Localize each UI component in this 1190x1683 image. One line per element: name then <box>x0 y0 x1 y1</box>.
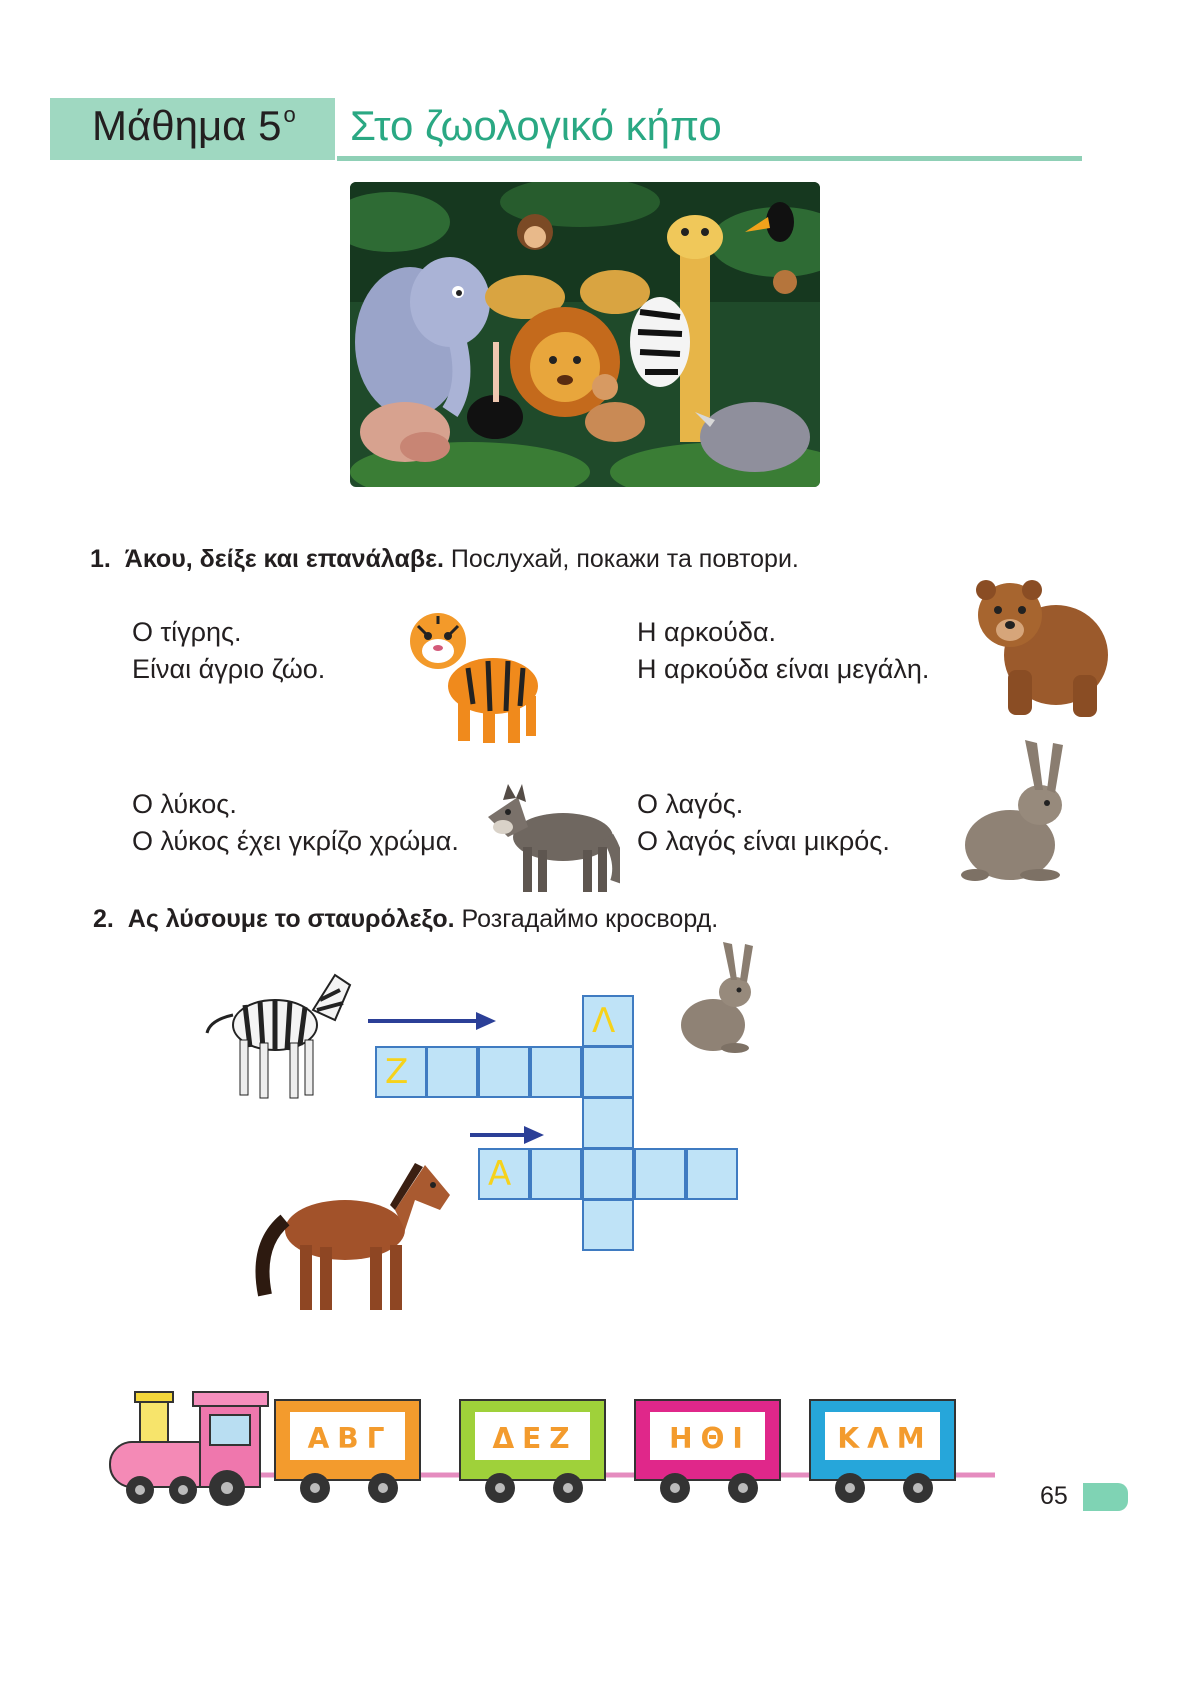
crossword-cell[interactable] <box>375 1046 427 1098</box>
alphabet-train <box>105 1390 1005 1520</box>
hint-letter: Ζ <box>385 1052 409 1092</box>
exercise-2-instruction: 2. Ας λύσουμε το σταυρόλεξο. Розгадаймо кросворд. <box>93 905 719 933</box>
crossword-cell[interactable] <box>530 1148 582 1200</box>
crossword-cell[interactable] <box>634 1148 686 1200</box>
header-underline <box>337 156 1082 161</box>
horse-image <box>245 1155 455 1315</box>
locomotive <box>110 1392 268 1506</box>
bear-phrase: Η αρκούδα. Η αρκούδα είναι μεγάλη. <box>637 617 930 684</box>
crossword-cell[interactable] <box>582 1046 634 1098</box>
lesson-title: Στο ζωολογικό κήπο <box>350 102 722 149</box>
page-tab-marker <box>1083 1483 1128 1511</box>
crossword-cell[interactable] <box>582 1097 634 1149</box>
crossword-cell[interactable] <box>530 1046 582 1098</box>
crossword-cell[interactable] <box>478 1148 530 1200</box>
page-number: 65 <box>1040 1482 1068 1510</box>
tiger-phrase: Ο τίγρης. Είναι άγριο ζώο. <box>132 617 326 684</box>
wagon-letters: ΚΛΜ <box>837 1422 933 1455</box>
crossword-cell[interactable] <box>582 1148 634 1200</box>
crossword-cell[interactable] <box>478 1046 530 1098</box>
wolf-phrase: Ο λύκος. Ο λύκος έχει γκρίζο χρώμα. <box>132 789 459 856</box>
wagon-letters: ΗΘΙ <box>669 1422 751 1455</box>
crossword-cell[interactable] <box>582 1199 634 1251</box>
hare-clue-image <box>673 940 766 1055</box>
crossword-cell[interactable] <box>582 995 634 1047</box>
arrow-right-icon <box>470 1124 545 1146</box>
wagon-letters: ΔΕΖ <box>492 1422 578 1455</box>
hare-image <box>955 735 1085 885</box>
hint-letter: Λ <box>592 1001 616 1041</box>
tiger-image <box>398 606 548 756</box>
bear-image <box>968 575 1110 725</box>
zoo-animals-illustration <box>350 182 820 487</box>
arrow-right-icon <box>368 1010 498 1032</box>
wagon-letters: ΑΒΓ <box>307 1422 393 1455</box>
wolf-image <box>478 782 620 900</box>
hint-letter: Α <box>488 1154 512 1194</box>
crossword-cell[interactable] <box>426 1046 478 1098</box>
hare-phrase: Ο λαγός. Ο λαγός είναι μικρός. <box>637 789 890 856</box>
exercise-1-instruction: 1. Άκου, δείξε και επανάλαβε. Послухай, покажи та повтори. <box>90 545 799 573</box>
zebra-image <box>205 965 355 1107</box>
lesson-number: Μάθημα $5^o$ <box>92 102 296 149</box>
crossword-cell[interactable] <box>686 1148 738 1200</box>
